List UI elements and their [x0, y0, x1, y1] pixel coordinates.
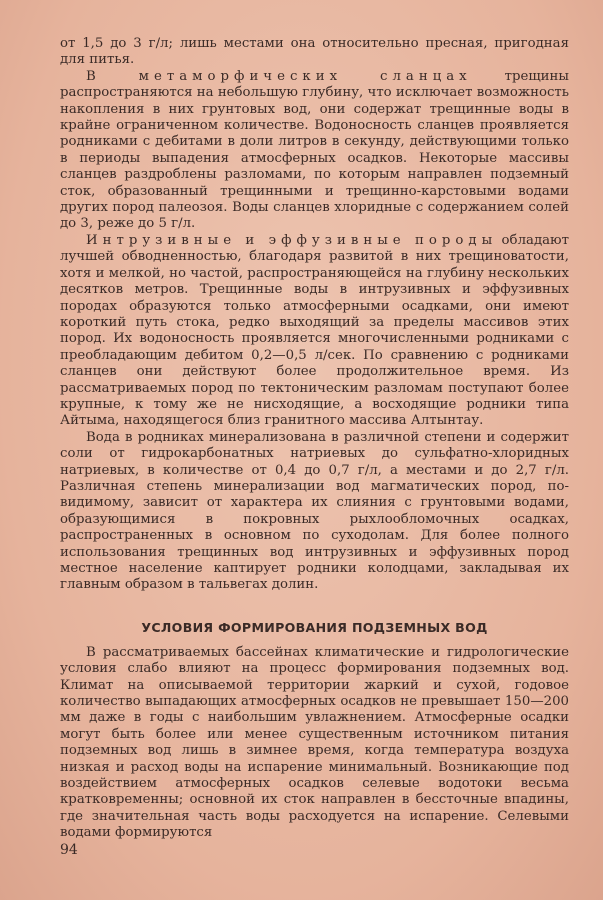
paragraph-schists — [60, 69, 569, 233]
paragraph-text: от 1,5 до 3 г/л; лишь местами она относительно пресная, пригодная для питья. — [60, 36, 569, 68]
paragraph-lead: В метаморфических сланцах — [86, 68, 472, 84]
paragraph-mineralization — [60, 430, 569, 594]
page-number: 94 — [60, 842, 78, 858]
paragraph-text: трещины распространяются на небольшую глубину, что исключает возможность накопления в них грунтовых вод, они содержат трещинные воды в крайне ограниченном количестве. Водоносность сланцев проявляется родниками с дебитами в доли литров в секунду, действующими только в периоды выпадения атмосферных осадков. Некоторые массивы сланцев раздроблены разломами, по которым направлен подземный сток, образованный трещинными и трещинно-карстовыми водами других пород палеозоя. Воды сланцев хлоридные с содержанием солей до 3, реже до 5 г/л. — [60, 68, 569, 232]
paragraph-text: В рассматриваемых бассейнах климатические и гидрологические условия слабо влияют на процесс формирования подземных вод. Климат на описываемой территории жаркий и сухой, годовое количество выпадающих атмосферных осадков не превышает 150—200 мм даже в годы с наибольшим увлажнением. Атмосферные осадки могут быть более или менее существенным источником питания подземных вод лишь в зимнее время, когда температура воздуха низкая и расход воды на испарение минимальный. Возникающие под воздействием атмосферных осадков селевые водотоки весьма кратковременны; основной их сток направлен в бессточные впадины, где значительная часть воды расходуется на испарение. Селевыми водами формируются — [60, 644, 569, 841]
paragraph-continuation — [60, 36, 569, 69]
paragraph-text: обладают лучшей обводненностью, благодаря развитой в них трещиноватости, хотя и мелкой, но частой, распространяющейся на глубину нескольких десятков метров. Трещинные воды в интрузивных и эффузивных породах образуются только атмосферными осадками, они имеют короткий путь стока, редко выходящий за пределы массивов этих пород. Их водоносность проявляется многочисленными родниками с преобладающим дебитом 0,2—0,5 л/сек. По сравнению с родниками сланцев они действуют более продолжительное время. Из рассматриваемых пород по тектоническим разломам поступают более крупные, к тому же не нисходящие, а восходящие родники типа Айтыма, находящегося близ гранитного массива Алтынтау. — [60, 232, 569, 429]
paragraph-lead: Интрузивные и эффузивные породы — [86, 232, 498, 248]
section-heading: УСЛОВИЯ ФОРМИРОВАНИЯ ПОДЗЕМНЫХ ВОД — [141, 619, 488, 635]
paragraph-climate — [60, 645, 569, 842]
paragraph-intrusive-rocks — [60, 233, 569, 430]
paragraph-text: Вода в родниках минерализована в различной степени и содержит соли от гидрокарбонатных натриевых до сульфатно-хлоридных натриевых, в количестве от 0,4 до 0,7 г/л, а местами и до 2,7 г/л. Различная степень минерализации вод магматических пород, по-видимому, зависит от характера их слияния с грунтовыми водами, образующимися в покровных рыхлообломочных осадках, распространенных в основном по суходолам. Для более полного использования трещинных вод интрузивных и эффузивных пород местное население каптирует родники колодцами, закладывая их главным образом в тальвегах долин. — [60, 429, 569, 593]
